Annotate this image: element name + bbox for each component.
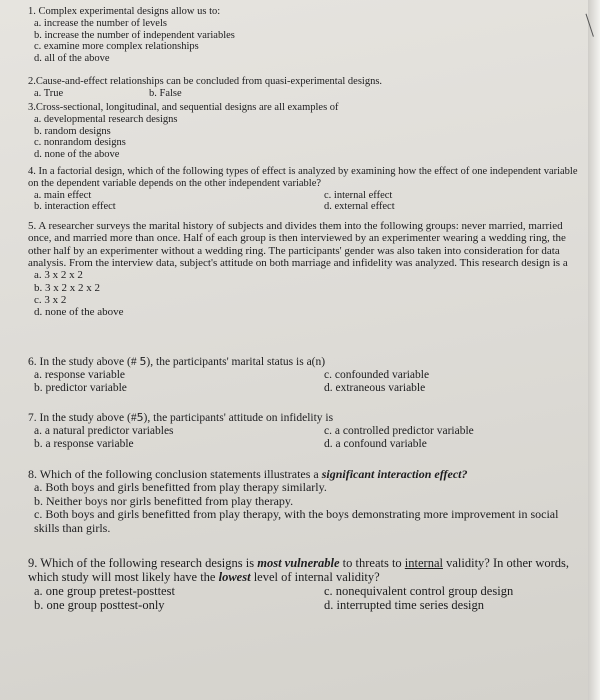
question-7-option-d: d. a confound variable (324, 437, 427, 450)
question-1-option-d: d. all of the above (34, 53, 110, 64)
question-9-option-d: d. interrupted time series design (324, 598, 485, 612)
question-3 (28, 102, 584, 161)
question-9-row-2 (28, 598, 588, 612)
question-7-option-b: b. a response variable (34, 437, 134, 450)
question-7-option-c: c. a controlled predictor variable (324, 424, 474, 437)
question-7 (28, 412, 584, 451)
question-2-stem: 2.Cause-and-effect relationships can be concluded from quasi-experimental designs. (28, 76, 383, 87)
emphasis-most-vulnerable: most vulnerable (257, 556, 340, 570)
question-5 (28, 220, 584, 319)
question-9-option-c: c. nonequivalent control group design (324, 584, 514, 598)
question-5-option-a: a. 3 x 2 x 2 (34, 269, 83, 282)
question-9-option-b: b. one group posttest-only (34, 598, 165, 612)
question-8-option-c: c. Both boys and girls benefitted from play therapy, with the boys demonstrating more improvement in social skills than girls. (34, 507, 559, 535)
question-9 (28, 556, 588, 612)
emphasis-significant-interaction: significant interaction effect? (321, 467, 468, 481)
edge-mark (586, 11, 600, 37)
question-9-option-a: a. one group pretest-posttest (34, 584, 175, 598)
handwritten-5: 5 (136, 411, 144, 424)
question-3-option-d: d. none of the above (34, 149, 120, 160)
question-2-option-a: a. True (34, 87, 64, 99)
question-9-row-1 (28, 584, 588, 598)
emphasis-lowest: lowest (218, 570, 251, 584)
question-3-option-b: b. random designs (34, 125, 111, 137)
question-8-option-a: a. Both boys and girls benefitted from play therapy similarly. (34, 480, 327, 495)
question-5-option-d: d. none of the above (34, 306, 124, 319)
question-4-option-b: b. interaction effect (34, 201, 116, 213)
question-6-option-a: a. response variable (34, 368, 126, 381)
question-6-row-2 (28, 382, 584, 395)
question-5-stem: 5. A researcher surveys the marital history of subjects and divides them into the following groups: never married, married once, and married more than once. Half of each group is then interviewed by an experimenter wearing a wedding ring, the other half by an experimenter without a wedding ring. The participants' gender was also taken into consideration for data analysis. From the interview data, subject's attitude on both marriage and infidelity was analyzed. This research design is a (28, 220, 568, 269)
handwritten-5: 5 (139, 355, 147, 368)
question-5-option-b: b. 3 x 2 x 2 x 2 (34, 281, 100, 294)
question-1-option-a: a. increase the number of levels (34, 17, 167, 29)
question-4-option-c: c. internal effect (324, 189, 393, 201)
underline-internal: internal (404, 556, 443, 570)
question-8 (28, 468, 584, 535)
question-5-option-c: c. 3 x 2 (34, 293, 67, 306)
question-6-stem: 6. In the study above (# 5), the participants' marital status is a(n) (28, 355, 326, 368)
question-7-row-1 (28, 425, 584, 438)
question-8-option-b: b. Neither boys nor girls benefitted from play therapy. (34, 493, 294, 508)
question-8-stem: 8. Which of the following conclusion statements illustrates a significant interaction effect? (28, 467, 468, 481)
page-edge (588, 0, 600, 700)
question-2-option-b: b. False (149, 87, 182, 99)
question-6-option-d: d. extraneous variable (324, 381, 426, 394)
question-3-option-c: c. nonrandom designs (34, 137, 126, 149)
question-4-option-a: a. main effect (34, 189, 92, 201)
question-4-option-d: d. external effect (324, 201, 395, 213)
question-6-option-b: b. predictor variable (34, 381, 127, 394)
question-4-row-2 (28, 201, 584, 213)
question-6-row-1 (28, 369, 584, 382)
question-9-stem: 9. Which of the following research designs is most vulnerable to threats to internal validity? In other words, which study will most likely have the lowest level of internal validity? (28, 556, 573, 584)
question-1-option-b: b. increase the number of independent variables (34, 29, 235, 41)
question-6 (28, 356, 584, 395)
question-7-option-a: a. a natural predictor variables (34, 424, 174, 437)
question-3-stem: 3.Cross-sectional, longitudinal, and sequential designs are all examples of (28, 102, 339, 113)
question-2-options (28, 88, 584, 100)
question-7-row-2 (28, 438, 584, 451)
question-7-stem: 7. In the study above (#5), the participants' attitude on infidelity is (28, 411, 334, 424)
question-3-option-a: a. developmental research designs (34, 113, 178, 125)
question-4 (28, 166, 584, 213)
question-1-stem: 1. Complex experimental designs allow us to: (28, 6, 221, 17)
question-4-stem: 4. In a factorial design, which of the following types of effect is analyzed by examining how the effect of one independent variable on the dependent variable depends on the other independent variable? (28, 166, 578, 189)
question-6-option-c: c. confounded variable (324, 368, 430, 381)
question-2 (28, 76, 584, 100)
question-4-row-1 (28, 190, 584, 202)
question-1-option-c: c. examine more complex relationships (34, 41, 199, 53)
question-1 (28, 6, 584, 65)
